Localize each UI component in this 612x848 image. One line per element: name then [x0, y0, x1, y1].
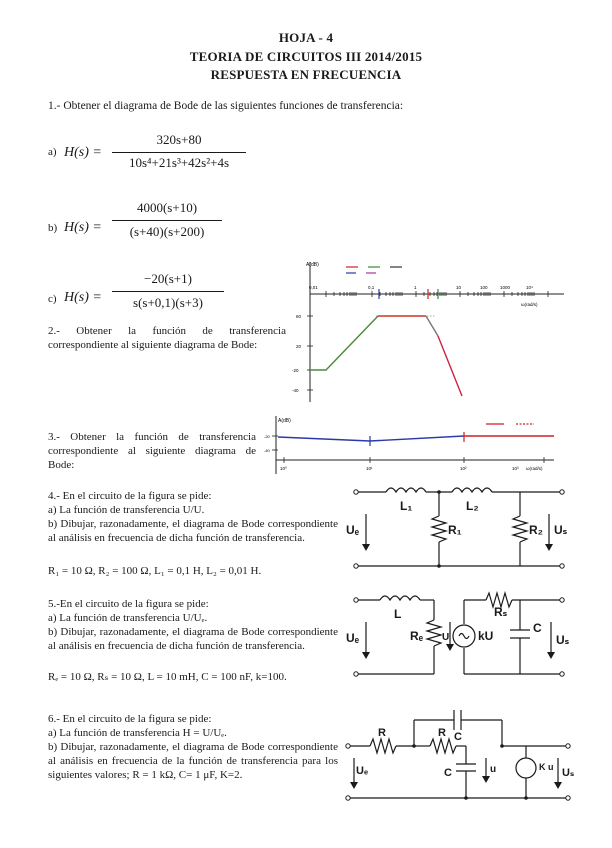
q1b-denominator: (s+40)(s+200) — [129, 224, 205, 239]
q4-item-a: a) La función de transferencia U/U. — [48, 504, 205, 516]
q2-curve-rising — [310, 316, 378, 370]
q2-ytick-1: 20 — [296, 344, 302, 349]
q6-label-r1: R — [378, 727, 386, 739]
q3-xtick-0: 10⁰ — [280, 466, 287, 471]
q4-label-l2: L₂ — [466, 499, 479, 513]
q6-dependent-source — [516, 758, 536, 778]
q6-label-us: Uₛ — [562, 767, 575, 779]
q5-inductor-l — [380, 596, 420, 600]
q4-inductor-l1 — [386, 488, 426, 492]
q2-xtick-1: 0,1 — [368, 285, 375, 290]
q1b-fraction-bar — [112, 220, 222, 221]
q1c-denominator: s(s+0,1)(s+3) — [133, 295, 203, 310]
q1a-fraction-bar — [112, 152, 246, 153]
q4-inductor-l2 — [452, 488, 492, 492]
q5-label-l: L — [394, 607, 402, 621]
q1a-denominator: 10s⁴+21s³+42s²+4s — [128, 155, 230, 170]
q5-values: Rₑ = 10 Ω, Rₛ = 10 Ω, L = 10 mH, C = 100 nF, k=100. — [48, 671, 287, 683]
course-title: TEORIA DE CIRCUITOS III 2014/2015 — [189, 49, 423, 64]
q5-label-u: U — [442, 632, 450, 643]
q3-bode-plot — [264, 414, 564, 476]
q1a-numerator: 320s+80 — [156, 132, 202, 147]
q2-ylabel: A(dB) — [306, 262, 319, 268]
q5-title: 5.-En el circuito de la figura se pide: — [48, 598, 209, 610]
q3-curve-blue — [278, 436, 464, 441]
topic-title: RESPUESTA EN FRECUENCIA — [210, 67, 402, 82]
q4-values: R₁ = 10 Ω, R₂ = 100 Ω, L₁ = 0,1 H, L₂ = 0,01 H. — [48, 565, 262, 577]
q4-label-ue: Uₑ — [346, 523, 360, 537]
q5-resistor-re — [427, 620, 441, 646]
q4-terminal-out-top — [560, 490, 564, 494]
q6-label-c-top: C — [454, 731, 462, 743]
q1c-label: c) — [48, 293, 57, 305]
q1-title: 1.- Obtener el diagrama de Bode de las siguientes funciones de transferencia: — [48, 100, 404, 112]
q4-title: 4.- En el circuito de la figura se pide: — [48, 490, 212, 502]
q2-xtick-4: 100 — [480, 285, 488, 290]
q3-ylabel: A(dB) — [278, 418, 291, 424]
q6-item-b: b) Dibujar, razonadamente, el diagrama de Bode correspondiente al análisis en frecuencia de la función de transferencia para los siguientes valores; R = 1 kΩ, C= 1 μF, K=2. — [48, 741, 338, 781]
q1b-numerator: 4000(s+10) — [136, 200, 198, 215]
q6-label-c-mid: C — [444, 767, 452, 779]
q4-label-r1: R₁ — [448, 523, 462, 537]
q5-label-ue: Uₑ — [346, 631, 360, 645]
q6-item-a: a) La función de transferencia H = U/Uₑ. — [48, 727, 227, 739]
q3-ytick-0: -20 — [264, 434, 270, 439]
q5-label-rs: Rₛ — [494, 605, 508, 619]
q2-xlabel: ω(rad/s) — [521, 302, 538, 307]
q5-label-c: C — [533, 621, 542, 635]
q4-terminal-out-bottom — [560, 564, 564, 568]
q3-xtick-1: 10¹ — [366, 466, 373, 471]
q3-xtick-2: 10² — [460, 466, 467, 471]
q6-circuit — [336, 706, 580, 810]
q3-xtick-3: 10³ — [512, 466, 519, 471]
q1a-label: a) — [48, 146, 57, 158]
q6-label-ue: Uₑ — [356, 765, 369, 777]
q4-terminal-in-bottom — [354, 564, 358, 568]
q6-title: 6.- En el circuito de la figura se pide: — [48, 713, 212, 725]
q5-item-a: a) La función de transferencia U/Uₑ. — [48, 612, 208, 624]
q6-label-ku: K u — [539, 762, 554, 772]
q2-ytick-2: -20 — [292, 368, 299, 373]
q2-curve-falling — [438, 336, 462, 396]
q5-label-ku: kU — [478, 629, 494, 643]
q6-resistor-r1 — [370, 739, 396, 753]
q4-circuit — [344, 478, 574, 578]
q4-label-l1: L₁ — [400, 499, 413, 513]
q4-label-us: Uₛ — [554, 523, 568, 537]
q2-xtick-0: 0,01 — [309, 285, 318, 290]
q6-label-u: u — [490, 764, 497, 775]
q2-curve-knee — [426, 316, 438, 336]
q2-xtick-5: 1000 — [500, 285, 511, 290]
q4-label-r2: R₂ — [529, 523, 543, 537]
q1c-lhs: H(s) = — [64, 290, 102, 305]
q3-text: 3.- Obtener la función de transferencia correspondiente al siguiente diagrama de Bode: — [48, 431, 256, 471]
q5-item-b: b) Dibujar, razonadamente, el diagrama de Bode correspondiente al análisis en frecuencia de dicha función de transferencia. — [48, 626, 338, 652]
q4-resistor-r1 — [432, 516, 446, 542]
q5-label-re: Rₑ — [410, 629, 424, 643]
q2-ytick-3: -40 — [292, 388, 299, 393]
q4-item-b: b) Dibujar, razonadamente, el diagrama de Bode correspondiente al análisis en frecuencia de dicha función de transferencia. — [48, 518, 338, 544]
q2-text: 2.- Obtener la función de transferencia correspondiente al siguiente diagrama de Bode: — [48, 325, 286, 351]
q6-resistor-r2 — [430, 739, 456, 753]
q5-label-us: Uₛ — [556, 633, 570, 647]
q1a-lhs: H(s) = — [64, 145, 102, 160]
q5-circuit — [344, 586, 574, 690]
q3-xlabel: ω(rad/s) — [526, 466, 543, 471]
q4-resistor-r2 — [513, 516, 527, 542]
q2-xtick-3: 10 — [456, 285, 462, 290]
q2-xtick-2: 1 — [414, 285, 417, 290]
q6-label-r2: R — [438, 727, 446, 739]
q1c-fraction-bar — [112, 291, 224, 292]
sheet-number: HOJA - 4 — [278, 30, 334, 45]
q2-xtick-6: 10⁴ — [526, 285, 533, 290]
q2-bode-plot — [286, 256, 576, 406]
q2-ytick-0: 60 — [296, 314, 302, 319]
q3-ytick-1: -40 — [264, 448, 270, 453]
q1b-lhs: H(s) = — [64, 220, 102, 235]
q4-terminal-in-top — [354, 490, 358, 494]
q1c-numerator: −20(s+1) — [144, 271, 192, 286]
q1b-label: b) — [48, 222, 58, 234]
